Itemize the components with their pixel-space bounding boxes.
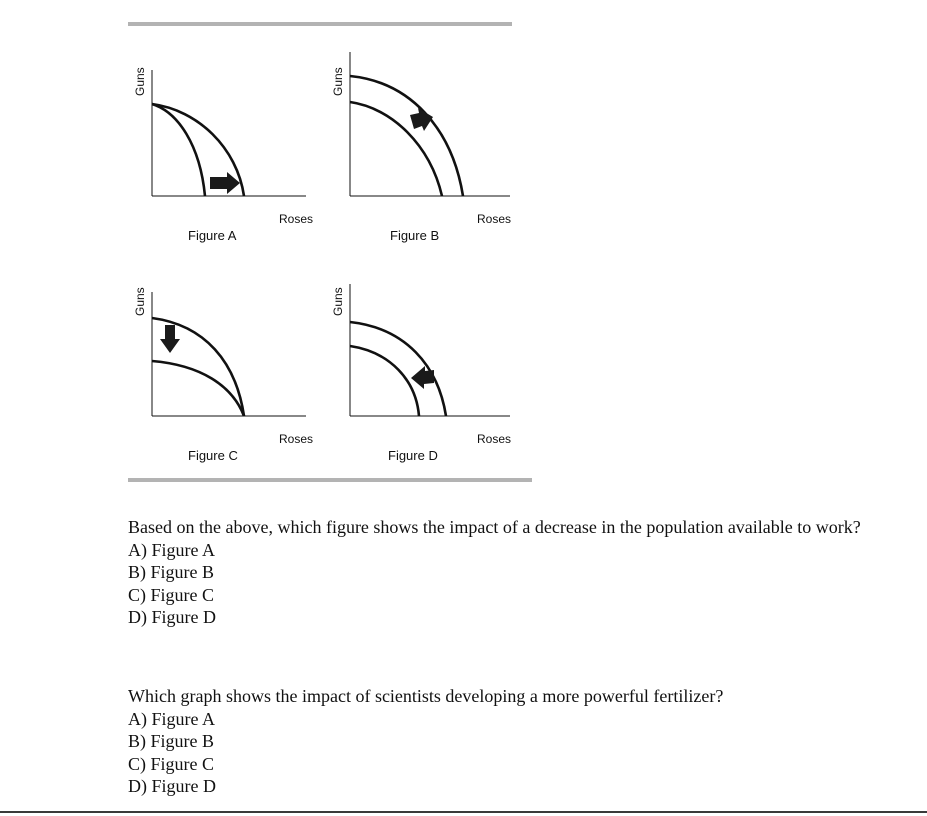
figure-c-arrow xyxy=(160,325,180,353)
figure-c xyxy=(133,287,313,463)
figure-b-arrow xyxy=(410,108,433,131)
figure-c-caption: Figure C xyxy=(188,448,238,463)
figure-a-caption: Figure A xyxy=(188,228,237,243)
question-2-option-c: C) Figure C xyxy=(128,753,215,774)
figure-c-x-label: Roses xyxy=(279,432,314,446)
figure-d-y-label: Guns xyxy=(331,287,345,316)
page-bottom-rule xyxy=(0,811,927,813)
figure-a-x-label: Roses xyxy=(279,212,314,226)
question-2-option-d: D) Figure D xyxy=(128,776,216,796)
figure-a-y-label: Guns xyxy=(133,67,147,96)
question-1-text: Based on the above, which figure shows the impact of a decrease in the population available to work? xyxy=(128,517,861,537)
figure-d-caption: Figure D xyxy=(388,448,438,463)
figure-d-ppf-new xyxy=(350,346,419,416)
figure-d-x-label: Roses xyxy=(477,432,512,446)
question-1-option-a: A) Figure A xyxy=(128,539,215,560)
figure-b-caption: Figure B xyxy=(390,228,440,243)
figure-b-ppf-new xyxy=(350,76,463,196)
question-1-option-b: B) Figure B xyxy=(128,562,215,582)
figure-c-y-label: Guns xyxy=(133,287,147,316)
question-2-text: Which graph shows the impact of scientists developing a more powerful fertilizer? xyxy=(128,686,724,706)
figure-a-arrow xyxy=(210,172,240,194)
figure-b xyxy=(331,52,511,243)
question-1 xyxy=(128,516,888,629)
question-1-option-d: D) Figure D xyxy=(128,607,216,627)
figure-d xyxy=(331,284,511,463)
figure-b-y-label: Guns xyxy=(331,67,345,96)
question-2 xyxy=(128,685,888,798)
question-2-option-b: B) Figure B xyxy=(128,731,215,751)
figure-b-x-label: Roses xyxy=(477,212,512,226)
bottom-rule xyxy=(128,478,532,482)
top-rule xyxy=(128,22,512,26)
question-1-option-c: C) Figure C xyxy=(128,584,215,605)
figure-a xyxy=(133,67,313,243)
figure-a-ppf-original xyxy=(152,104,205,196)
question-2-option-a: A) Figure A xyxy=(128,708,215,729)
